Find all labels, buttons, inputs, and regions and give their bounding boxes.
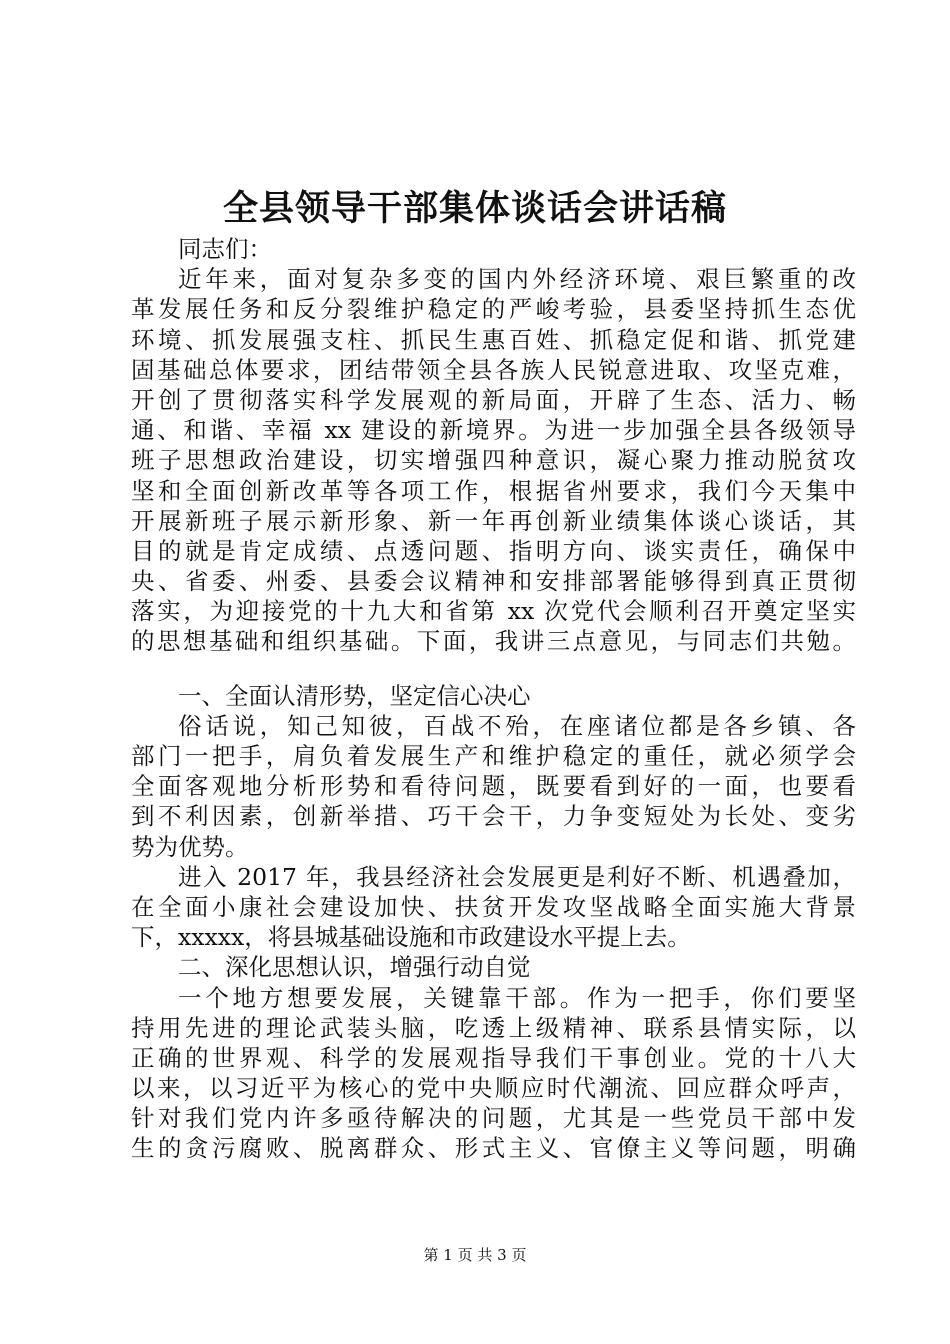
paragraph-line: 目的就是肯定成绩、点透问题、指明方向、谈实责任，确保中 [131, 536, 856, 565]
page-footer: 第 1 页 共 3 页 [423, 1246, 527, 1264]
paragraph-line: 开展新班子展示新形象、新一年再创新业绩集体谈心谈话，其 [131, 506, 856, 535]
section-1-paragraph-2 [131, 862, 856, 953]
paragraph-line: 固基础总体要求，团结带领全县各族人民锐意进取、攻坚克难， [131, 355, 856, 384]
paragraph-line: 班子思想政治建设，切实增强四种意识，凝心聚力推动脱贫攻 [131, 446, 856, 475]
section-1-paragraph-1 [131, 711, 856, 862]
paragraph-line: 央、省委、州委、县委会议精神和安排部署能够得到真正贯彻 [131, 567, 856, 596]
paragraph-line: 进入 2017 年，我县经济社会发展更是利好不断、机遇叠加， [178, 862, 856, 891]
paragraph-line: 下，xxxxx，将县城基础设施和市政建设水平提上去。 [131, 923, 691, 952]
section-heading-2: 二、深化思想认识，增强行动自觉 [178, 953, 531, 982]
paragraph-line: 正确的世界观、科学的发展观指导我们干事创业。党的十八大 [131, 1043, 856, 1072]
paragraph-line: 生的贪污腐败、脱离群众、形式主义、官僚主义等问题，明确 [131, 1134, 856, 1163]
section-2-paragraph-1 [131, 983, 856, 1164]
salutation: 同志们： [178, 235, 272, 263]
section-heading-1: 一、全面认清形势，坚定信心决心 [178, 681, 531, 710]
paragraph-line: 环境、抓发展强支柱、抓民生惠百姓、抓稳定促和谐、抓党建 [131, 325, 856, 354]
paragraph-line: 势为优势。 [131, 832, 249, 861]
paragraph-line: 的思想基础和组织基础。下面，我讲三点意见，与同志们共勉。 [131, 627, 856, 656]
paragraph-line: 俗话说，知己知彼，百战不殆，在座诸位都是各乡镇、各 [178, 711, 856, 740]
paragraph-line: 一个地方想要发展，关键靠干部。作为一把手，你们要坚 [178, 983, 856, 1012]
paragraph-line: 坚和全面创新改革等各项工作，根据省州要求，我们今天集中 [131, 476, 856, 505]
intro-paragraph [131, 264, 856, 656]
paragraph-line: 近年来，面对复杂多变的国内外经济环境、艰巨繁重的改 [178, 265, 856, 294]
paragraph-line: 在全面小康社会建设加快、扶贫开发攻坚战略全面实施大背景 [131, 892, 856, 921]
paragraph-line: 针对我们党内许多亟待解决的问题，尤其是一些党员干部中发 [131, 1104, 856, 1133]
paragraph-line: 通、和谐、幸福 xx 建设的新境界。为进一步加强全县各级领导 [131, 416, 856, 445]
paragraph-line: 革发展任务和反分裂维护稳定的严峻考验，县委坚持抓生态优 [131, 295, 856, 324]
paragraph-line: 持用先进的理论武装头脑，吃透上级精神、联系县情实际，以 [131, 1013, 856, 1042]
paragraph-line: 部门一把手，肩负着发展生产和维护稳定的重任，就必须学会 [131, 742, 856, 770]
paragraph-line: 以来，以习近平为核心的党中央顺应时代潮流、回应群众呼声， [131, 1074, 856, 1103]
paragraph-spacer [131, 657, 856, 681]
document-body [131, 234, 856, 1164]
paragraph-line: 落实，为迎接党的十九大和省第 xx 次党代会顺利召开奠定坚实 [131, 597, 856, 626]
paragraph-line: 开创了贯彻落实科学发展观的新局面，开辟了生态、活力、畅 [131, 385, 856, 414]
paragraph-line: 全面客观地分析形势和看待问题，既要看到好的一面，也要看 [131, 772, 856, 801]
document-title: 全县领导干部集体谈话会讲话稿 [222, 188, 727, 229]
paragraph-line: 到不利因素，创新举措、巧干会干，力争变短处为长处、变劣 [131, 802, 856, 831]
